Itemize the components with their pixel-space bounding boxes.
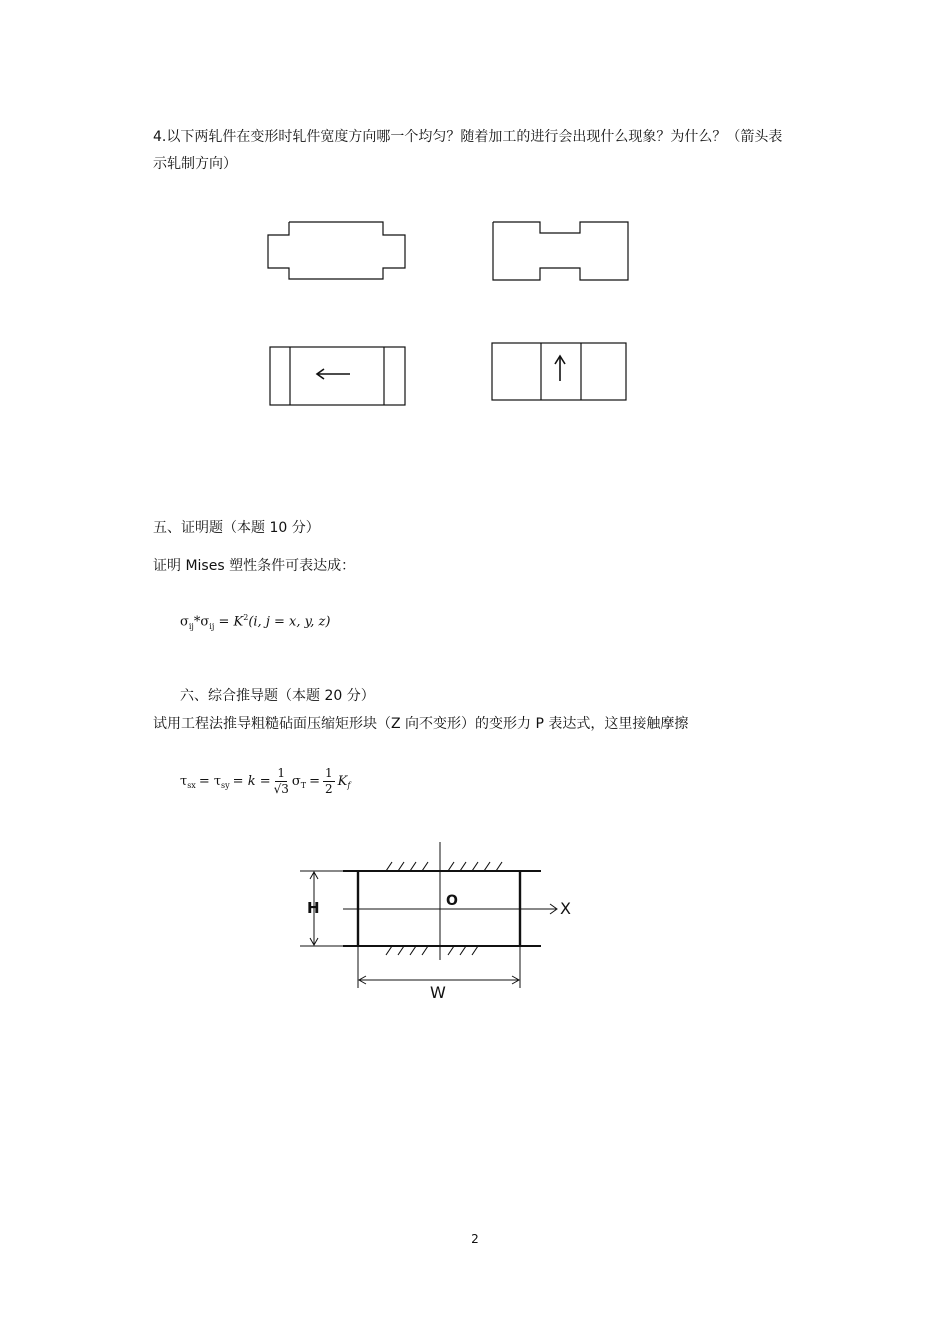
formula1-sub-2: ij xyxy=(209,621,215,631)
formula2-frac2-den: 2 xyxy=(325,781,333,796)
formula2-sigma-sub: T xyxy=(300,781,307,790)
question-4-line-2: 示轧制方向） xyxy=(153,156,237,172)
formula1-args: (i, j = x, y, z) xyxy=(248,614,331,630)
upper-hatching xyxy=(386,862,502,871)
page-number: 2 xyxy=(471,1232,479,1246)
formula2-sub-sx: sx xyxy=(187,781,196,790)
diagram-label-h: H xyxy=(307,899,320,917)
section-5-heading: 五、证明题（本题 10 分） xyxy=(153,520,320,536)
diagram-label-x: X xyxy=(560,899,571,918)
formula1-star: *σ xyxy=(193,614,210,630)
formula1-sigma-1: σ xyxy=(180,614,189,630)
formula2-frac2-num: 1 xyxy=(325,765,333,780)
question-4-line-1: 4.以下两轧件在变形时轧件宽度方向哪一个均匀？随着加工的进行会出现什么现象？为什么？（箭头表 xyxy=(153,129,783,145)
section-6-heading: 六、综合推导题（本题 20 分） xyxy=(180,688,375,704)
formula2-sub-sy: sy xyxy=(221,781,230,790)
formula2-tau-1: τ xyxy=(180,773,188,789)
formula1-eq: = K xyxy=(218,614,244,630)
formula1-sub-1: ij xyxy=(188,621,194,631)
formula2-eq-2: = xyxy=(309,773,321,789)
lower-hatching xyxy=(386,946,478,955)
formula1-sup: 2 xyxy=(243,613,249,622)
formula2-sigma: σ xyxy=(291,773,301,789)
formula2-K: K xyxy=(337,773,348,789)
formula2-eq-k: = k = xyxy=(232,773,271,789)
formula2-frac1-num: 1 xyxy=(277,765,286,780)
diagram-label-o: O xyxy=(446,893,458,909)
section-6-statement: 试用工程法推导粗糙砧面压缩矩形块（Z 向不变形）的变形力 P 表达式，这里接触摩擦 xyxy=(153,716,689,732)
section-5-statement: 证明 Mises 塑性条件可表达成： xyxy=(153,558,356,574)
formula2-tau-2: = τ xyxy=(198,773,222,789)
formula2-frac1-den: √3 xyxy=(273,781,289,796)
diagram-label-w: W xyxy=(430,983,446,1002)
formula2-K-sub: f xyxy=(347,781,351,790)
